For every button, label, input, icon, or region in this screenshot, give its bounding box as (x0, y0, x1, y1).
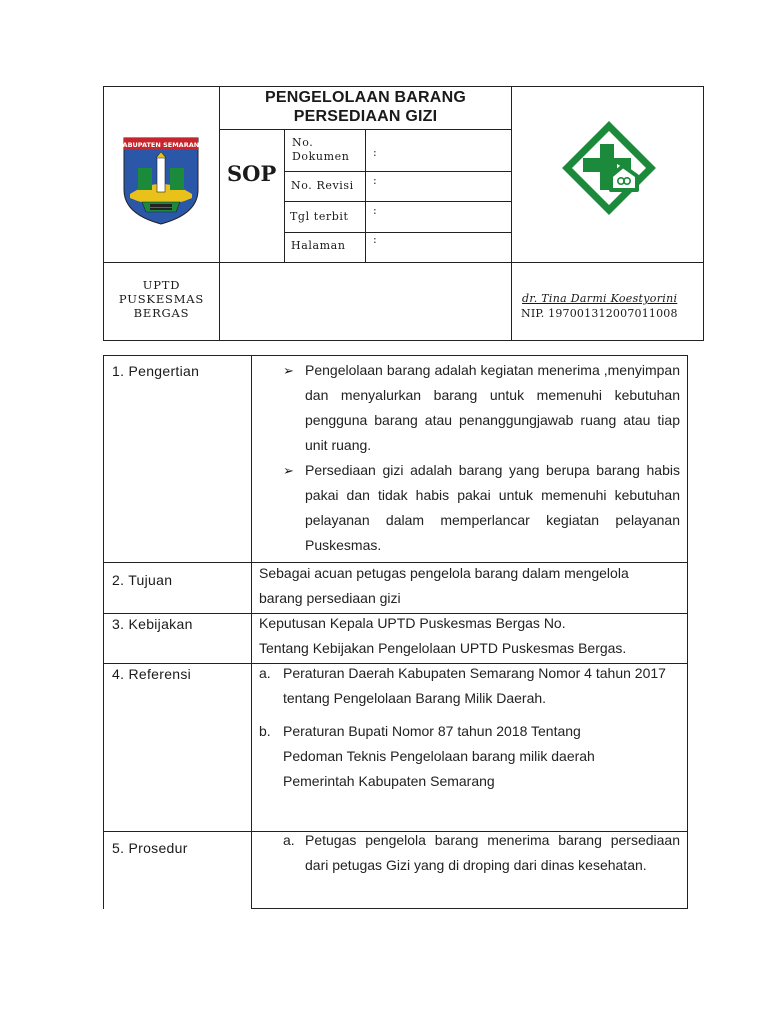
meta-value-tgl-terbit: : (373, 204, 377, 217)
section-label-pengertian: 1. Pengertian (112, 363, 200, 379)
referensi-item-a: Peraturan Daerah Kabupaten Semarang Nomor 4 tahun 2017 tentang Pengelolaan Barang Milik Daerah. (283, 665, 666, 706)
kebijakan-line-2: Tentang Kebijakan Pengelolaan UPTD Puskesmas Bergas. (259, 640, 627, 656)
meta-label-no-revisi: No. Revisi (291, 179, 354, 192)
sop-label: SOP (227, 161, 277, 186)
kebijakan-line-1: Keputusan Kepala UPTD Puskesmas Bergas No. (259, 615, 566, 631)
org-line-1: UPTD (142, 278, 181, 292)
meta-value-no-revisi: : (373, 174, 377, 187)
signer-name: dr. Tina Darmi Koestyorini (522, 292, 678, 305)
meta-value-halaman: : (373, 233, 377, 246)
signer-nip: NIP. 197001312007011008 (521, 307, 678, 320)
puskesmas-logo (561, 120, 657, 216)
title-line-1: PENGELOLAAN BARANG (265, 89, 466, 106)
organization-name (104, 278, 219, 320)
prosedur-item-a: Petugas pengelola barang menerima barang persediaan dari petugas Gizi yang di droping dari dinas kesehatan. (305, 832, 680, 873)
kabupaten-semarang-logo (120, 134, 202, 226)
bullet-arrow-icon: ➢ (283, 363, 294, 378)
meta-value-no-dokumen: : (373, 146, 377, 159)
document-title (220, 88, 511, 126)
section-label-tujuan: 2. Tujuan (112, 572, 173, 588)
tujuan-text: Sebagai acuan petugas pengelola barang dalam mengelola barang persediaan gizi (259, 565, 629, 606)
referensi-marker-b: b. (259, 723, 271, 739)
bullet-arrow-icon: ➢ (283, 463, 294, 478)
meta-label-halaman: Halaman (291, 239, 346, 252)
pengertian-bullet-1: Pengelolaan barang adalah kegiatan menerima ,menyimpan dan menyalurkan barang untuk memenuhi kebutuhan pengguna barang atau penanggungjawab ruang atau tiap unit ruang. (305, 362, 680, 453)
logo-caption: KABUPATEN SEMARANG (120, 141, 202, 149)
meta-label-no-dokumen: No. Dokumen (292, 136, 350, 163)
title-line-2: PERSEDIAAN GIZI (293, 108, 438, 125)
org-line-3: BERGAS (133, 306, 190, 320)
section-label-referensi: 4. Referensi (112, 666, 192, 682)
prosedur-marker-a: a. (283, 832, 295, 848)
pengertian-bullet-2: Persediaan gizi adalah barang yang berupa barang habis pakai dan tidak habis pakai untuk memenuhi kebutuhan pelayanan dalam memperlancar kegiatan pelayanan Puskesmas. (305, 462, 680, 553)
org-line-2: PUSKESMAS (118, 292, 205, 306)
section-label-prosedur: 5. Prosedur (112, 840, 188, 856)
meta-label-tgl-terbit: Tgl terbit (290, 210, 349, 223)
section-label-kebijakan: 3. Kebijakan (112, 616, 193, 632)
referensi-item-b: Peraturan Bupati Nomor 87 tahun 2018 Tentang Pedoman Teknis Pengelolaan barang milik daerah Pemerintah Kabupaten Semarang (283, 723, 595, 789)
referensi-marker-a: a. (259, 665, 271, 681)
